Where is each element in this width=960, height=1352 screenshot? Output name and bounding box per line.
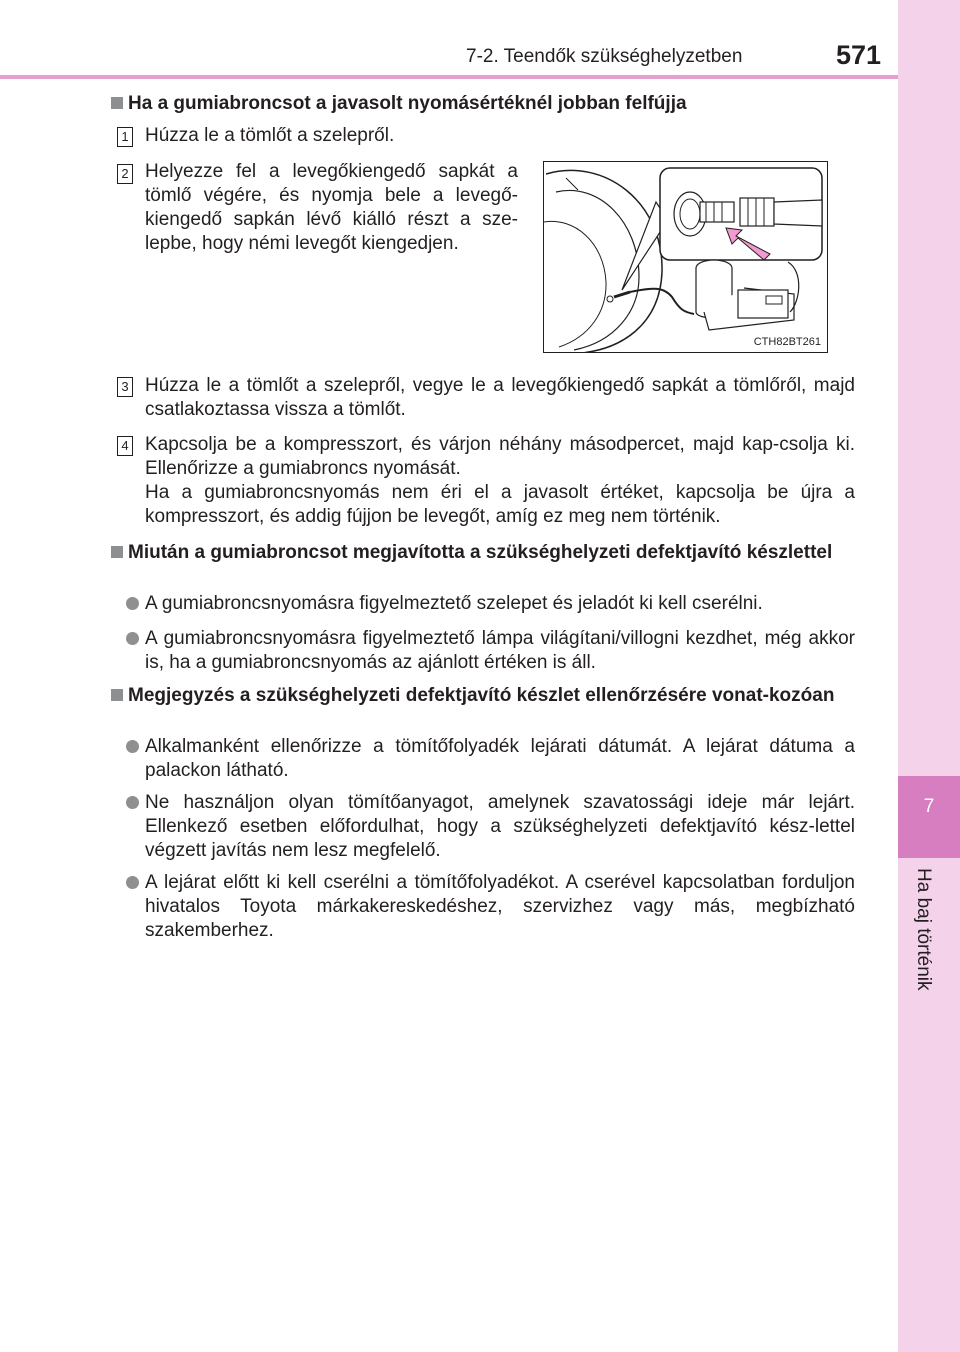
- valve-cap-illustration-icon: [544, 162, 828, 353]
- square-bullet-icon: [111, 689, 123, 701]
- step-number: 2: [117, 164, 133, 184]
- round-bullet-icon: [126, 740, 139, 753]
- round-bullet-icon: [126, 876, 139, 889]
- step-number: 3: [117, 377, 133, 397]
- chapter-title: Ha baj történik: [913, 868, 934, 991]
- bullet-text: A gumiabroncsnyomásra figyelmeztető szelepet és jeladót ki kell cserélni.: [145, 593, 763, 614]
- bullet-text: Alkalmanként ellenőrizze a tömítőfolyadék lejárati dátumát. A lejárat dátuma a palackon látható.: [145, 736, 855, 781]
- header-divider: [0, 75, 898, 79]
- bullet-text: A gumiabroncsnyomásra figyelmeztető lámpa világítani/villogni kezdhet, még akkor is, ha a gumiabroncsnyomás az ajánlott értéken is áll.: [145, 628, 855, 673]
- figure-code: CTH82BT261: [753, 336, 821, 348]
- section-heading: Megjegyzés a szükséghelyzeti defektjavító készlet ellenőrzésére vonat-kozóan: [128, 685, 835, 706]
- step-text: Húzza le a tömlőt a szelepről.: [145, 125, 395, 146]
- step-note: Ha a gumiabroncsnyomás nem éri el a javasolt értéket, kapcsolja be újra a kompresszort, és addig fújjon be levegőt, amíg ez meg nem történik.: [145, 482, 855, 527]
- tire-deflation-illustration: [543, 161, 828, 353]
- step-text: Húzza le a tömlőt a szelepről, vegye le a levegőkiengedő sapkát a tömlőről, majd csatlakoztassa vissza a tömlőt.: [145, 375, 855, 420]
- step-number: 1: [117, 127, 133, 147]
- bullet-text: Ne használjon olyan tömítőanyagot, amelynek szavatossági ideje már lejárt. Ellenkező esetben előfordulhat, hogy a szükséghelyzeti defektjavító kész-lettel végzett javítás nem lesz megfelelő.: [145, 792, 855, 861]
- square-bullet-icon: [111, 97, 123, 109]
- step-text: Helyezze fel a levegőkiengedő sapkát a tömlő végére, és nyomja bele a levegő-kiengedő sapkán lévő kiálló részt a sze-lepbe, hogy némi levegőt kiengedjen.: [145, 161, 518, 254]
- round-bullet-icon: [126, 597, 139, 610]
- round-bullet-icon: [126, 632, 139, 645]
- round-bullet-icon: [126, 796, 139, 809]
- chapter-number: 7: [923, 796, 935, 817]
- chapter-side-tab: [898, 0, 960, 1352]
- section-heading: Ha a gumiabroncsot a javasolt nyomásértéknél jobban felfújja: [128, 93, 687, 114]
- bullet-text: A lejárat előtt ki kell cserélni a tömítőfolyadékot. A cserével kapcsolatban forduljon hivatalos Toyota márkakereskedéshez, szervizhez vagy más, megbízható szakemberhez.: [145, 872, 855, 941]
- step-number: 4: [117, 436, 133, 456]
- square-bullet-icon: [111, 546, 123, 558]
- section-heading: Miután a gumiabroncsot megjavította a szükséghelyzeti defektjavító készlettel: [128, 542, 833, 563]
- step-text: Kapcsolja be a kompresszort, és várjon néhány másodpercet, majd kap-csolja ki. Ellenőrizze a gumiabroncs nyomását.: [145, 434, 855, 479]
- page-number: 571: [836, 40, 882, 70]
- section-title: 7-2. Teendők szükséghelyzetben: [466, 46, 743, 67]
